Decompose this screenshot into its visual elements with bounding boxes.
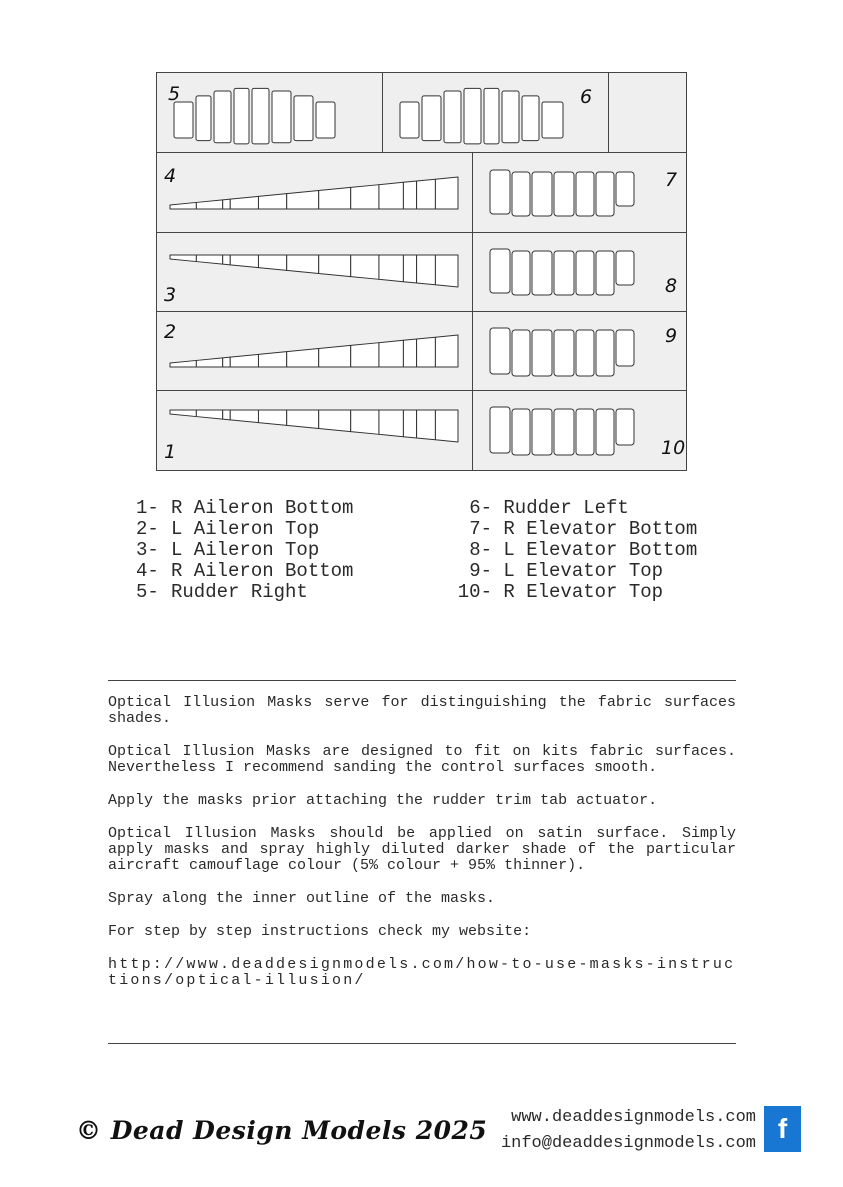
legend-label: L Aileron Top xyxy=(171,518,320,540)
email-link[interactable]: info@deaddesignmodels.com xyxy=(500,1134,756,1153)
panel-number-1: 1 xyxy=(164,441,177,463)
legend-item xyxy=(136,498,353,519)
elevator-mask-segment xyxy=(576,172,594,216)
legend-right xyxy=(442,498,697,603)
instruction-paragraph: Optical Illusion Masks should be applied on satin surface. Simply apply masks and spray highly diluted darker shade of the particular aircraft camouflage colour (5% colour + 95% thinner). xyxy=(108,825,736,874)
elevator-mask-segment xyxy=(512,409,530,455)
elevator-mask-segment xyxy=(596,409,614,455)
instructions xyxy=(108,695,736,1006)
instructions-link[interactable]: http://www.deaddesignmodels.com/how-to-use-masks-instructions/optical-illusion/ xyxy=(108,956,736,989)
elevator-mask-segment xyxy=(616,409,634,445)
legend-item xyxy=(442,519,697,540)
rudder-mask-segment xyxy=(196,96,211,141)
panel-number-6: 6 xyxy=(580,86,593,108)
aileron-mask-segment xyxy=(223,199,231,209)
instruction-paragraph: Apply the masks prior attaching the rudder trim tab actuator. xyxy=(108,792,658,809)
divider-bottom xyxy=(108,1043,736,1044)
elevator-mask-segment xyxy=(616,251,634,285)
legend-item xyxy=(136,561,353,582)
aileron-mask-segment xyxy=(417,337,436,367)
aileron-mask-segment xyxy=(287,410,319,428)
aileron-mask-segment xyxy=(351,255,379,279)
elevator-mask-segment xyxy=(596,330,614,376)
legend-number: 5- xyxy=(136,581,159,603)
facebook-icon[interactable]: f xyxy=(764,1106,801,1152)
aileron-mask-segment xyxy=(230,410,258,423)
rudder-mask-segment xyxy=(214,91,231,143)
legend-item xyxy=(136,582,353,603)
instruction-paragraph: For step by step instructions check my website: xyxy=(108,923,532,940)
website-link[interactable]: www.deaddesignmodels.com xyxy=(511,1108,756,1127)
legend-item xyxy=(442,561,697,582)
elevator-mask-segment xyxy=(512,172,530,216)
elevator-mask-segment xyxy=(576,330,594,376)
mask-sheet-drawing xyxy=(156,72,687,471)
legend-label: R Elevator Bottom xyxy=(503,518,698,540)
elevator-mask-segment xyxy=(532,172,552,216)
aileron-mask-segment xyxy=(403,339,416,367)
legend-item xyxy=(442,582,697,603)
panel-number-8: 8 xyxy=(665,275,678,297)
aileron-mask-segment xyxy=(417,410,436,440)
legend-number: 10- xyxy=(457,581,492,603)
elevator-mask-segment xyxy=(554,409,574,455)
aileron-mask-segment xyxy=(287,349,319,367)
legend-item xyxy=(442,540,697,561)
aileron-mask-segment xyxy=(379,410,403,437)
legend-item xyxy=(136,540,353,561)
brand-signature: © Dead Design Models 2025 xyxy=(76,1116,488,1145)
elevator-mask-segment xyxy=(554,172,574,216)
contact-info xyxy=(501,1105,756,1157)
aileron-mask-segment xyxy=(435,255,458,287)
aileron-mask-segment xyxy=(258,352,286,367)
elevator-mask-segment xyxy=(554,330,574,376)
aileron-mask-segment xyxy=(223,357,231,367)
aileron-mask-segment xyxy=(223,410,231,420)
legend-label: R Aileron Bottom xyxy=(171,560,354,582)
elevator-mask-segment xyxy=(512,251,530,295)
rudder-mask-segment xyxy=(464,88,481,143)
elevator-mask-segment xyxy=(490,170,510,214)
elevator-mask-segment xyxy=(554,251,574,295)
aileron-mask-segment xyxy=(379,182,403,209)
legend-item xyxy=(442,498,697,519)
instruction-paragraph: Optical Illusion Masks serve for distinguishing the fabric surfaces shades. xyxy=(108,694,736,727)
elevator-mask-segment xyxy=(616,172,634,206)
rudder-mask-segment xyxy=(272,91,291,143)
elevator-mask-segment xyxy=(532,251,552,295)
rudder-mask-segment xyxy=(294,96,313,141)
aileron-mask-segment xyxy=(435,177,458,209)
aileron-mask-segment xyxy=(258,410,286,425)
panel-number-10: 10 xyxy=(661,437,686,459)
divider-top xyxy=(108,680,736,681)
rudder-mask-segment xyxy=(542,102,563,138)
legend-label: Rudder Right xyxy=(171,581,308,603)
legend-number: 8- xyxy=(469,539,492,561)
rudder-mask-segment xyxy=(422,96,441,141)
rudder-mask-segment xyxy=(316,102,335,138)
panel-number-2: 2 xyxy=(164,321,177,343)
aileron-mask-segment xyxy=(223,255,231,265)
aileron-mask-segment xyxy=(258,255,286,270)
elevator-mask-segment xyxy=(490,328,510,374)
aileron-mask-segment xyxy=(319,410,351,432)
legend-label: L Aileron Top xyxy=(171,539,320,561)
rudder-mask-segment xyxy=(174,102,193,138)
legend-left xyxy=(136,498,353,603)
aileron-mask-segment xyxy=(403,181,416,209)
panel-number-5: 5 xyxy=(168,83,181,105)
panel-number-9: 9 xyxy=(665,325,678,347)
elevator-mask-segment xyxy=(532,409,552,455)
legend-number: 4- xyxy=(136,560,159,582)
legend-number: 3- xyxy=(136,539,159,561)
aileron-mask-segment xyxy=(403,255,416,283)
legend-label: L Elevator Bottom xyxy=(503,539,698,561)
aileron-mask-segment xyxy=(351,343,379,367)
legend-number: 7- xyxy=(469,518,492,540)
rudder-mask-segment xyxy=(444,91,461,143)
aileron-mask-segment xyxy=(403,410,416,438)
aileron-mask-segment xyxy=(417,255,436,285)
aileron-mask-segment xyxy=(435,410,458,442)
aileron-mask-segment xyxy=(319,345,351,367)
panel-number-4: 4 xyxy=(164,165,177,187)
elevator-mask-segment xyxy=(490,249,510,293)
elevator-mask-segment xyxy=(490,407,510,453)
aileron-mask-segment xyxy=(379,255,403,282)
aileron-mask-segment xyxy=(379,340,403,367)
aileron-mask-segment xyxy=(435,335,458,367)
aileron-mask-segment xyxy=(319,255,351,277)
elevator-mask-segment xyxy=(532,330,552,376)
elevator-mask-segment xyxy=(596,172,614,216)
aileron-mask-segment xyxy=(230,196,258,209)
elevator-mask-segment xyxy=(596,251,614,295)
rudder-mask-segment xyxy=(252,88,269,143)
legend-item xyxy=(136,519,353,540)
aileron-mask-segment xyxy=(230,255,258,268)
rudder-mask-segment xyxy=(484,88,499,143)
rudder-mask-segment xyxy=(502,91,519,143)
rudder-mask-segment xyxy=(522,96,539,141)
instruction-paragraph: Optical Illusion Masks are designed to fit on kits fabric surfaces. Nevertheless I recommend sanding the control surfaces smooth. xyxy=(108,743,736,776)
rudder-mask-segment xyxy=(400,102,419,138)
aileron-mask-segment xyxy=(319,187,351,209)
legend-number: 6- xyxy=(469,497,492,519)
elevator-mask-segment xyxy=(512,330,530,376)
elevator-mask-segment xyxy=(576,409,594,455)
panel-empty xyxy=(609,73,687,153)
aileron-mask-segment xyxy=(287,191,319,209)
aileron-mask-segment xyxy=(351,185,379,209)
legend-label: L Elevator Top xyxy=(503,560,664,582)
legend-label: Rudder Left xyxy=(503,497,629,519)
aileron-mask-segment xyxy=(287,255,319,273)
panel-number-7: 7 xyxy=(665,169,678,191)
elevator-mask-segment xyxy=(576,251,594,295)
mask-sheet xyxy=(156,72,687,471)
rudder-mask-segment xyxy=(234,88,249,143)
legend-number: 9- xyxy=(469,560,492,582)
legend-label: R Elevator Top xyxy=(503,581,664,603)
legend-number: 1- xyxy=(136,497,159,519)
legend-label: R Aileron Bottom xyxy=(171,497,354,519)
panel-number-3: 3 xyxy=(164,284,177,306)
aileron-mask-segment xyxy=(417,179,436,209)
aileron-mask-segment xyxy=(230,354,258,367)
elevator-mask-segment xyxy=(616,330,634,366)
aileron-mask-segment xyxy=(258,194,286,209)
instruction-paragraph: Spray along the inner outline of the masks. xyxy=(108,890,496,907)
aileron-mask-segment xyxy=(351,410,379,434)
legend-number: 2- xyxy=(136,518,159,540)
